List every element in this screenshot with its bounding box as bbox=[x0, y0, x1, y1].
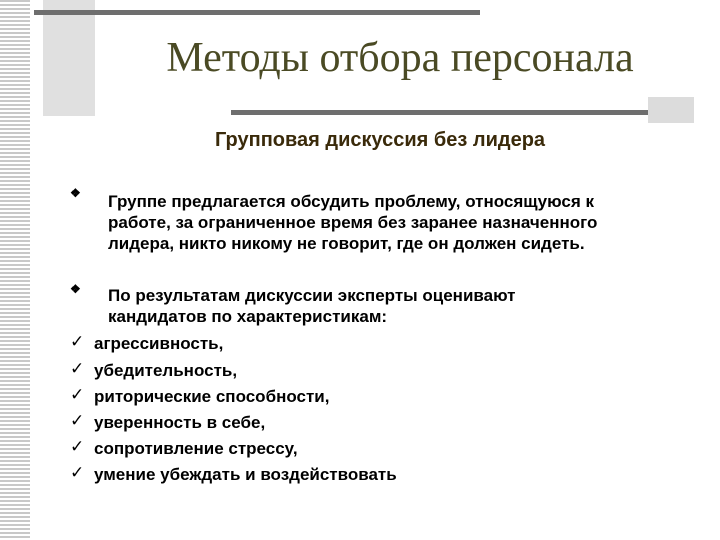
slide-title: Методы отбора персонала bbox=[166, 35, 634, 81]
checklist-item: агрессивность, bbox=[94, 334, 224, 353]
decorative-top-bar bbox=[34, 10, 480, 15]
checkmark-icon: ✓ bbox=[70, 385, 85, 405]
decorative-stripes bbox=[0, 0, 30, 540]
checklist-item: умение убеждать и воздействовать bbox=[94, 465, 397, 484]
checklist-item: уверенность в себе, bbox=[94, 413, 266, 432]
slide-subtitle: Групповая дискуссия без лидера bbox=[214, 129, 546, 151]
decorative-right-block bbox=[648, 97, 694, 123]
checklist-item: убедительность, bbox=[94, 361, 238, 380]
diamond-bullet-icon: ❖ bbox=[70, 186, 81, 200]
bullet-text bbox=[108, 191, 597, 254]
bullet-line: Группе предлагается обсудить проблему, относящуюся к bbox=[108, 192, 595, 211]
checkmark-icon: ✓ bbox=[70, 463, 85, 483]
decorative-gray-block bbox=[43, 0, 95, 116]
bullet-line: кандидатов по характеристикам: bbox=[108, 307, 388, 326]
checkmark-icon: ✓ bbox=[70, 437, 85, 457]
bullet-item bbox=[70, 183, 710, 253]
bullet-line: работе, за ограниченное время без заранее назначенного bbox=[108, 213, 598, 232]
checklist-item: сопротивление стрессу, bbox=[94, 439, 298, 458]
checklist-item: риторические способности, bbox=[94, 387, 330, 406]
bullet-text bbox=[108, 285, 516, 327]
checkmark-icon: ✓ bbox=[70, 411, 85, 431]
diamond-bullet-icon: ❖ bbox=[70, 282, 81, 296]
bullet-line: По результатам дискуссии эксперты оценивают bbox=[108, 286, 516, 305]
bullet-item bbox=[70, 279, 710, 329]
bullet-line: лидера, никто никому не говорит, где он должен сидеть. bbox=[108, 234, 585, 253]
checkmark-icon: ✓ bbox=[70, 359, 85, 379]
decorative-right-bar bbox=[231, 110, 693, 115]
checkmark-icon: ✓ bbox=[70, 332, 85, 352]
